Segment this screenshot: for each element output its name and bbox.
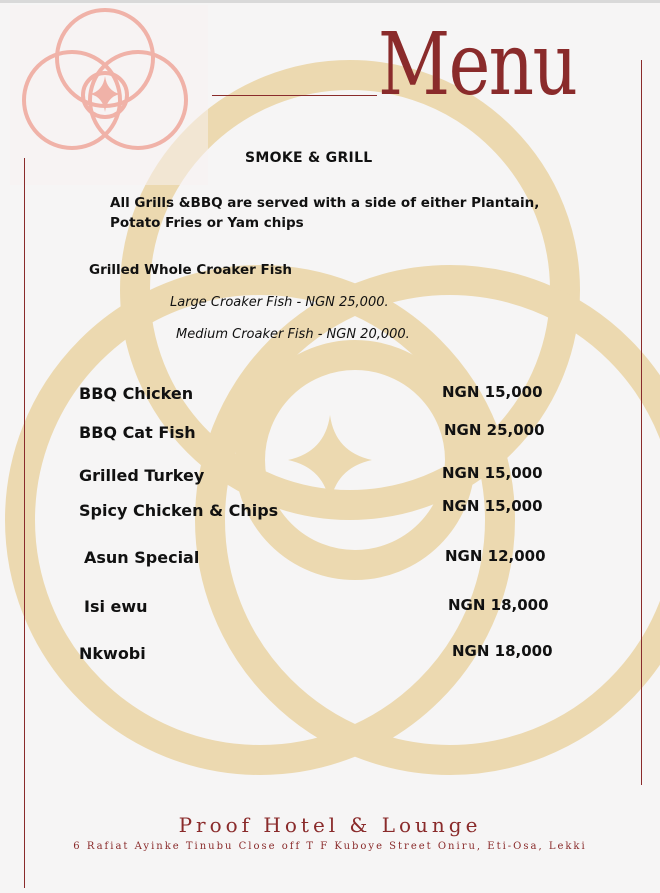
menu-item-name: Grilled Turkey	[79, 466, 205, 485]
menu-item-price: NGN 18,000	[452, 642, 553, 660]
fish-option-medium: Medium Croaker Fish - NGN 20,000.	[176, 327, 410, 342]
title-rule	[212, 95, 377, 96]
logo-icon	[0, 0, 220, 190]
page-title: Menu	[378, 15, 577, 115]
fish-option-large: Large Croaker Fish - NGN 25,000.	[170, 295, 389, 310]
menu-item-price: NGN 15,000	[442, 383, 543, 401]
menu-item-name: Isi ewu	[84, 597, 148, 616]
menu-item-price: NGN 15,000	[442, 497, 543, 515]
right-rule	[641, 60, 642, 785]
section-title: SMOKE & GRILL	[245, 150, 373, 166]
menu-item-name: BBQ Cat Fish	[79, 423, 196, 442]
menu-item-name: Nkwobi	[79, 644, 146, 663]
venue-address: 6 Rafiat Ayinke Tinubu Close off T F Kuboye Street Oniru, Eti-Osa, Lekki	[73, 841, 587, 852]
venue-name: Proof Hotel & Lounge	[178, 813, 482, 837]
menu-item-name: BBQ Chicken	[79, 384, 194, 403]
menu-item-price: NGN 25,000	[444, 421, 545, 439]
left-rule	[24, 158, 25, 888]
section-note: All Grills &BBQ are served with a side of either Plantain, Potato Fries or Yam chips	[110, 195, 540, 231]
menu-item-name: Spicy Chicken & Chips	[79, 501, 279, 520]
menu-item-price: NGN 18,000	[448, 596, 549, 614]
menu-item-name: Asun Special	[84, 548, 200, 567]
menu-item-price: NGN 15,000	[442, 464, 543, 482]
fish-title: Grilled Whole Croaker Fish	[89, 262, 292, 278]
menu-item-price: NGN 12,000	[445, 547, 546, 565]
